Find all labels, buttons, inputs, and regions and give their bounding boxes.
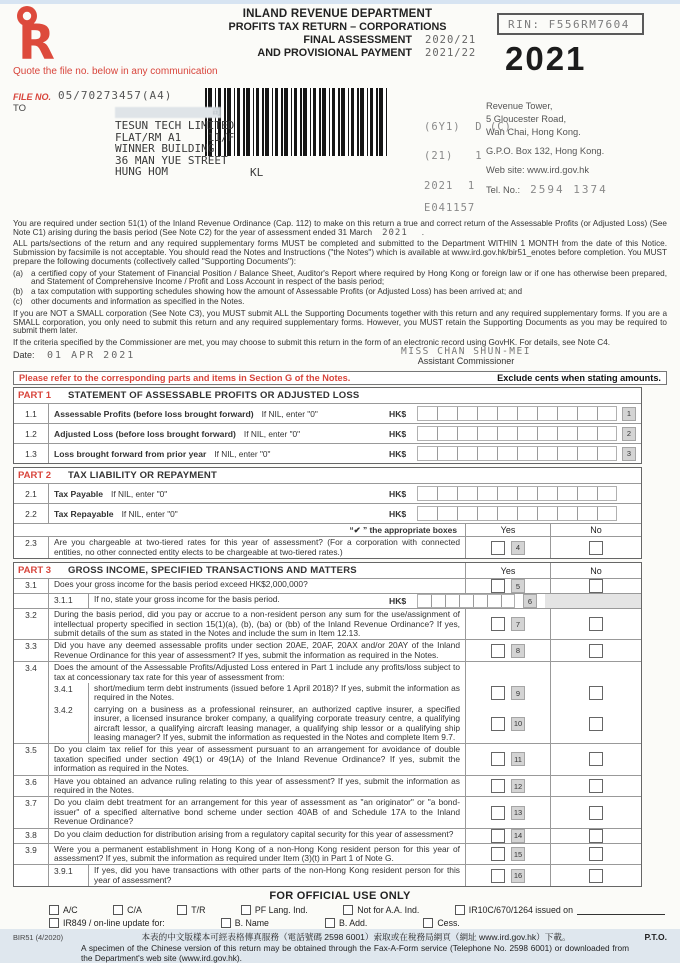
- part3-row-3-1-1: [14, 593, 641, 608]
- box-number: 15: [511, 847, 525, 861]
- no-cell: [550, 640, 641, 661]
- signer-name: MISS CHAN SHUN-MEI: [401, 346, 531, 358]
- yes-checkbox[interactable]: [491, 869, 505, 883]
- box-number: 14: [511, 829, 525, 843]
- part3-row-3-1: [14, 578, 641, 593]
- item-label: Adjusted Loss (before loss brought forward): [54, 428, 236, 439]
- sort-code-2: (21) 1: [424, 150, 483, 162]
- ir10c-label: IR10C/670/1264 issued on: [468, 905, 573, 916]
- item-number: 2.3: [14, 537, 49, 558]
- item-label: Loss brought forward from prior year: [54, 448, 207, 459]
- part2-label: PART 2: [18, 470, 52, 482]
- b-add-label: B. Add.: [338, 918, 368, 929]
- office-address-line: 5 Gloucester Road,: [486, 114, 567, 124]
- yes-cell: [465, 844, 550, 865]
- no-checkbox[interactable]: [589, 806, 603, 820]
- question-text: Are you chargeable at two-tiered rates for this year of assessment? (For a corporation with connected entities, no other connected entity elects to be chargeable at two-tiered rates.): [54, 537, 460, 557]
- banner-left-note: Please refer to the corresponding parts and items in Section G of the Notes.: [19, 373, 351, 384]
- tr-label: T/R: [191, 905, 206, 916]
- to-label: TO: [13, 103, 27, 114]
- yes-checkbox[interactable]: [491, 617, 505, 631]
- quote-file-note: Quote the file no. below in any communication: [13, 66, 218, 77]
- no-checkbox[interactable]: [589, 752, 603, 766]
- official-use-title: FOR OFFICIAL USE ONLY: [269, 890, 411, 903]
- assessment-year-value: 2021: [382, 227, 408, 238]
- office-address-line: Wan Chai, Hong Kong.: [486, 127, 581, 137]
- currency-label: HK$: [389, 448, 407, 459]
- no-cell: [550, 704, 641, 744]
- part3-table: [13, 562, 642, 887]
- no-cell: [550, 537, 641, 558]
- sort-code-4: E041157: [424, 202, 476, 214]
- box-number: 2: [622, 427, 636, 441]
- addressee-line: HUNG HOM: [115, 165, 168, 179]
- provisional-payment-label: AND PROVISIONAL PAYMENT: [257, 47, 412, 59]
- yes-cell: [465, 609, 550, 639]
- part2-row-2-3: [14, 536, 641, 558]
- box-number: 1: [622, 407, 636, 421]
- year-stamp: 2021: [505, 40, 587, 77]
- question-text: If no, state your gross income for the basis period.: [94, 594, 280, 605]
- notice-item-c: (c) other documents and information as specified in the Notes.: [13, 297, 245, 307]
- box-number: 12: [511, 779, 525, 793]
- amount-input-cells[interactable]: [417, 406, 617, 421]
- no-checkbox[interactable]: [589, 617, 603, 631]
- not-for-aa-label: Not for A.A. Ind.: [357, 905, 420, 916]
- amount-input-cells[interactable]: [417, 426, 617, 441]
- item-number: 3.8: [14, 829, 49, 843]
- form-header: [0, 0, 680, 218]
- item-label: Tax Repayable: [54, 508, 114, 519]
- box-number: 7: [511, 617, 525, 631]
- ac-label: A/C: [63, 905, 78, 916]
- no-checkbox[interactable]: [589, 541, 603, 555]
- region-code: KL: [250, 166, 264, 179]
- item-number: 3.4.2: [49, 704, 89, 744]
- yes-cell: [465, 829, 550, 843]
- item-number: 3.1: [14, 579, 49, 593]
- notice-item-b: (b) a tax computation with supporting schedules showing how the amount of Assessable Profits (or Adjusted Loss) has been arrived at; and: [13, 287, 523, 297]
- box-number: 16: [511, 869, 525, 883]
- tel-label: Tel. No.:: [486, 185, 521, 195]
- item-number: 3.5: [14, 744, 49, 774]
- part3-row-3-2: [14, 608, 641, 639]
- part3-row-3-4-1: [14, 683, 641, 704]
- part3-row-3-5: [14, 743, 641, 774]
- no-cell: [550, 744, 641, 774]
- no-checkbox[interactable]: [589, 644, 603, 658]
- item-number: 3.9: [14, 844, 49, 865]
- yes-cell: [465, 797, 550, 827]
- website: Web site: www.ird.gov.hk: [486, 165, 589, 175]
- ir849-checkbox[interactable]: [49, 918, 59, 928]
- addressee-line: TESUN TECH LIMITED: [115, 119, 235, 132]
- yes-checkbox[interactable]: [491, 717, 505, 731]
- item-number: 3.9.1: [49, 865, 89, 886]
- no-cell: [550, 865, 641, 886]
- no-cell: [550, 683, 641, 704]
- yes-cell: [465, 640, 550, 661]
- nil-hint: If NIL, enter "0": [121, 508, 178, 519]
- question-text: Do you claim debt treatment for an arrangement for this year of assessment as "an originator" or "a bond-issuer" of a specified alternative bond scheme under section 40AB of and Schedule 17A to the Inland Revenue Ordinance?: [54, 797, 460, 827]
- amount-input-cells[interactable]: [417, 594, 515, 608]
- box-number: 8: [511, 644, 525, 658]
- box-number: 4: [511, 541, 525, 555]
- part2-title: TAX LIABILITY OR REPAYMENT: [68, 470, 217, 482]
- item-number: 3.4.1: [49, 683, 89, 704]
- yes-checkbox[interactable]: [491, 752, 505, 766]
- rin-value: F556RM7604: [548, 17, 630, 31]
- department-name: INLAND REVENUE DEPARTMENT: [242, 8, 433, 20]
- yes-checkbox[interactable]: [491, 644, 505, 658]
- tick-instruction-row: [14, 523, 641, 536]
- amount-input-cells[interactable]: [417, 446, 617, 461]
- no-checkbox[interactable]: [589, 869, 603, 883]
- no-checkbox[interactable]: [589, 779, 603, 793]
- box-number: 11: [511, 752, 525, 766]
- tick-note: “✔ ” the appropriate boxes: [349, 525, 457, 536]
- part3-row-3-4-2: [14, 704, 641, 744]
- no-checkbox[interactable]: [589, 829, 603, 843]
- signer-title: Assistant Commissioner: [417, 356, 515, 367]
- notice-paragraph-3: If you are NOT a SMALL corporation (See Note C3), you MUST submit ALL the Supporting Documents together with this return and any required supplementary forms. If you are a SMALL corporation, you only need to submit this return and any required supplementary forms. However, you MUST retain the Supporting Documents as you may be required to submit them later.: [13, 308, 667, 336]
- ac-checkbox[interactable]: [49, 905, 59, 915]
- not-for-aa-checkbox[interactable]: [343, 905, 353, 915]
- no-checkbox[interactable]: [589, 847, 603, 861]
- part1-row-1-3: [14, 443, 641, 463]
- box-number: 13: [511, 806, 525, 820]
- question-text: short/medium term debt instruments (issued before 1 April 2018)? If yes, submit the information as required in the Notes.: [94, 682, 460, 703]
- office-info: [486, 100, 608, 197]
- yes-cell: [465, 537, 550, 558]
- no-checkbox[interactable]: [589, 686, 603, 700]
- yes-cell: [465, 579, 550, 593]
- po-box: G.P.O. Box 132, Hong Kong.: [486, 146, 605, 156]
- date-row: [13, 346, 667, 370]
- provisional-payment-year: 2021/22: [425, 47, 477, 59]
- item-number: 3.4: [14, 662, 49, 683]
- official-use-row-1: [13, 905, 667, 915]
- question-text: Do you claim tax relief for this year of assessment pursuant to an arrangement for avoidance of double taxation specified under section 49(1) or 49(1A) of the Inland Revenue Ordinance? If yes, submit the information as required in the Notes.: [54, 744, 460, 774]
- notice-paragraph-2: ALL parts/sections of the return and any required supplementary forms MUST be completed and submitted to the Department WITHIN 1 MONTH from the date of this Notice. Submission by facsimile is not acceptable. You should read the Notes and Instructions ("the Notes") which is available at www.ird.gov.hk/bir51_enotes before completion. You MUST prepare the following documents (collectively called "Supporting Documents"):: [13, 239, 667, 267]
- no-checkbox[interactable]: [589, 579, 603, 593]
- notice-text: [13, 220, 667, 348]
- no-cell: [550, 797, 641, 827]
- question-text: carrying on a business as a professional reinsurer, an authorized captive insurer, a specified insurer, a licensed insurance broker company, a qualifying corporate treasury centre, a qualifying aircraft lessor, a qualifying aircraft leasing manager, a qualifying ship lessor or a qualifying ship leasing manager? If yes, submit the information as requested in the Notes and complete Item 9.7.: [94, 703, 460, 742]
- item-number: 1.1: [14, 404, 49, 423]
- cess-checkbox[interactable]: [423, 918, 433, 928]
- part2-row-2-1: [14, 483, 641, 503]
- question-text: If yes, did you have transactions with other parts of the non-Hong Kong resident person for this year of assessment?: [94, 865, 460, 885]
- no-cell: [550, 829, 641, 843]
- ir849-label: IR849 / on-line update for:: [63, 918, 165, 929]
- yes-checkbox[interactable]: [491, 779, 505, 793]
- yes-checkbox[interactable]: [491, 541, 505, 555]
- b-name-label: B. Name: [234, 918, 269, 929]
- no-column-header: No: [550, 563, 641, 578]
- item-label: Tax Payable: [54, 488, 104, 499]
- rin-box: [497, 13, 644, 35]
- official-use-row-2: [13, 918, 667, 928]
- yes-cell: [465, 662, 550, 683]
- office-address-line: Revenue Tower,: [486, 101, 553, 111]
- part3-row-3-9-1: [14, 864, 641, 886]
- item-number: 3.7: [14, 797, 49, 827]
- svg-text:R: R: [18, 15, 55, 71]
- question-text: Does your gross income for the basis period exceed HK$2,000,000?: [54, 579, 308, 590]
- final-assessment-label: FINAL ASSESSMENT: [303, 34, 412, 46]
- part3-row-3-9: [14, 843, 641, 865]
- item-label: Assessable Profits (before loss brought forward): [54, 408, 254, 419]
- yes-checkbox[interactable]: [491, 847, 505, 861]
- rin-label: RIN:: [508, 17, 541, 31]
- part3-row-3-7: [14, 796, 641, 827]
- issued-on-blank[interactable]: [577, 906, 665, 915]
- form-name: PROFITS TAX RETURN – CORPORATIONS: [228, 21, 447, 33]
- addressee-line: WINNER BUILDING: [115, 142, 215, 156]
- yes-cell: [465, 704, 550, 744]
- question-text: Were you a permanent establishment in Hong Kong of a non-Hong Kong resident person for this year of assessment? If yes, submit the information as required under Item (3)(t) in Part 1 of Note G.: [54, 843, 460, 864]
- shaded-cell: [545, 594, 641, 608]
- file-no-value: 05/70273457(A4): [58, 89, 173, 102]
- cess-label: Cess.: [437, 918, 460, 929]
- part3-label: PART 3: [18, 565, 52, 577]
- ir10c-checkbox[interactable]: [455, 905, 465, 915]
- footer-chinese-note: 本表的中文版樣本可經表格傳真服務（電話號碼 2598 6001）索取或在稅務局網頁（網址 www.ird.gov.hk）下載。: [141, 932, 571, 943]
- part3-row-3-6: [14, 775, 641, 797]
- yes-column-header: Yes: [465, 524, 550, 536]
- addressee-block: [115, 120, 234, 178]
- question-text: Do you claim deduction for distribution arising from a regulatory capital security for this year of assessment?: [54, 828, 454, 839]
- part1-title: STATEMENT OF ASSESSABLE PROFITS OR ADJUSTED LOSS: [68, 390, 360, 402]
- no-checkbox[interactable]: [589, 717, 603, 731]
- no-cell: [550, 579, 641, 593]
- b-name-checkbox[interactable]: [221, 918, 231, 928]
- amount-input-cells[interactable]: [417, 506, 617, 521]
- no-cell: [550, 844, 641, 865]
- part2-table: [13, 467, 642, 559]
- currency-label: HK$: [389, 596, 407, 607]
- nil-hint: If NIL, enter "0": [111, 488, 168, 499]
- form-code: BIR51 (4/2020): [13, 933, 64, 943]
- no-cell: [550, 662, 641, 683]
- no-cell: [550, 609, 641, 639]
- box-number: 10: [511, 717, 525, 731]
- notice-item-a: (a) a certified copy of your Statement of Financial Position / Balance Sheet, Auditor's Report where required by Hong Kong or foreign law or if one has otherwise been prepared, and Statement of Comprehensive Income / Profit and Loss Account in respect of the basis period;: [13, 268, 667, 287]
- pf-lang-label: PF Lang. Ind.: [254, 905, 308, 916]
- tel-value: 2594 1374: [530, 183, 608, 196]
- no-column-header: No: [550, 524, 641, 536]
- yes-cell: [465, 683, 550, 704]
- yes-cell: [465, 865, 550, 886]
- question-text: During the basis period, did you pay or accrue to a non-resident person any sum for the use/assignment of intellectual property specified in section 15(1)(a), (b), (ba) or (bb) of the Inland Revenue Ordinance? If yes, submit details of the sum as stated in the Notes and include the sum in Item 12.13.: [54, 609, 460, 638]
- currency-label: HK$: [389, 488, 407, 499]
- addressee-line: 36 MAN YUE STREET: [115, 153, 228, 167]
- part1-table: [13, 387, 642, 464]
- item-number: 2.2: [14, 504, 49, 523]
- part3-row-3-3: [14, 639, 641, 661]
- nil-hint: If NIL, enter "0": [214, 448, 271, 459]
- item-number: 3.2: [14, 609, 49, 639]
- pto-label: P.T.O.: [644, 932, 667, 943]
- yes-checkbox[interactable]: [491, 806, 505, 820]
- part2-header: [14, 468, 641, 483]
- nil-hint: If NIL, enter "0": [261, 408, 318, 419]
- item-number: 3.1.1: [49, 594, 89, 608]
- currency-label: HK$: [389, 428, 407, 439]
- part3-header: [14, 563, 641, 578]
- box-number: 3: [622, 447, 636, 461]
- part2-row-2-2: [14, 503, 641, 523]
- item-number: 3.6: [14, 776, 49, 797]
- signer-block: [401, 346, 531, 367]
- question-text: Does the amount of the Assessable Profits/Adjusted Loss entered in Part 1 include any profits/loss subject to tax at concessionary tax rate for this year of assessment from:: [54, 662, 460, 682]
- nil-hint: If NIL, enter "0": [243, 428, 301, 439]
- footer-english-note: A specimen of the Chinese version of this return may be obtained through the Fax-A-Form service (Telephone No. 2598 6001) or downloaded from the Department's web site (www.ird.gov.hk).: [81, 943, 629, 963]
- part3-row-3-4: [14, 661, 641, 683]
- final-assessment-row: [170, 34, 505, 47]
- form-title-block: [170, 8, 505, 60]
- yes-checkbox[interactable]: [491, 829, 505, 843]
- yes-cell: [465, 776, 550, 797]
- yes-checkbox[interactable]: [491, 579, 505, 593]
- no-cell: [550, 776, 641, 797]
- redacted-chinese-name: 司: [115, 107, 221, 118]
- sort-code-3: 2021 1: [424, 180, 476, 192]
- tr-checkbox[interactable]: [177, 905, 187, 915]
- file-no-label: FILE NO.: [13, 92, 51, 102]
- currency-label: HK$: [389, 508, 407, 519]
- date-value: 01 APR 2021: [47, 350, 136, 362]
- amount-input-cells[interactable]: [417, 486, 617, 501]
- item-number: 1.2: [14, 424, 49, 443]
- item-number: 2.1: [14, 484, 49, 503]
- part1-label: PART 1: [18, 390, 52, 402]
- notice-paragraph-4: If the criteria specified by the Commissioner are met, you may choose to submit this return in the form of an electronic record using GovHK. For details, see Note C4.: [13, 337, 611, 347]
- banner-right-note: Exclude cents when stating amounts.: [497, 373, 661, 384]
- box-number: 6: [523, 594, 537, 608]
- question-text: Have you obtained an advance ruling relating to this year of assessment? If yes, submit the information as required in the Notes.: [54, 775, 460, 795]
- provisional-payment-row: [170, 47, 505, 60]
- date-label: Date:: [13, 350, 35, 361]
- part1-header: [14, 388, 641, 403]
- part3-title: GROSS INCOME, SPECIFIED TRANSACTIONS AND MATTERS: [68, 565, 357, 577]
- part1-row-1-2: [14, 423, 641, 443]
- box-number: 9: [511, 686, 525, 700]
- official-use-section: [13, 890, 667, 928]
- final-assessment-year: 2020/21: [425, 34, 477, 46]
- item-number: 3.3: [14, 640, 49, 661]
- part1-row-1-1: [14, 403, 641, 423]
- notice-paragraph-1: You are required under section 51(1) of the Inland Revenue Ordinance (Cap. 112) to make on this return a true and correct return of the Assessable Profits (or Adjusted Loss) (See Note C1) arising during the basis period (See Note C2) for the year of assessment ended 31 March 2021 .: [13, 219, 667, 238]
- box-number: 5: [511, 579, 525, 593]
- addressee-line: FLAT/RM A1 11/F: [115, 130, 235, 144]
- ird-logo-icon: [13, 5, 61, 71]
- ca-checkbox[interactable]: [113, 905, 123, 915]
- yes-column-header: Yes: [465, 563, 550, 578]
- form-footer: [13, 931, 667, 963]
- sort-code-1: (6Y1) D (C): [424, 121, 512, 133]
- ca-label: C/A: [127, 905, 142, 916]
- instruction-banner: [13, 371, 667, 385]
- pf-lang-checkbox[interactable]: [241, 905, 251, 915]
- part3-row-3-8: [14, 828, 641, 843]
- yes-checkbox[interactable]: [491, 686, 505, 700]
- b-add-checkbox[interactable]: [325, 918, 335, 928]
- item-number: 1.3: [14, 444, 49, 463]
- yes-cell: [465, 744, 550, 774]
- question-text: Did you have any deemed assessable profits under section 20AE, 20AF, 20AX and/or 20AY of the Inland Revenue Ordinance for this year of assessment? If yes, submit the information as required in the Notes.: [54, 640, 460, 660]
- currency-label: HK$: [389, 408, 407, 419]
